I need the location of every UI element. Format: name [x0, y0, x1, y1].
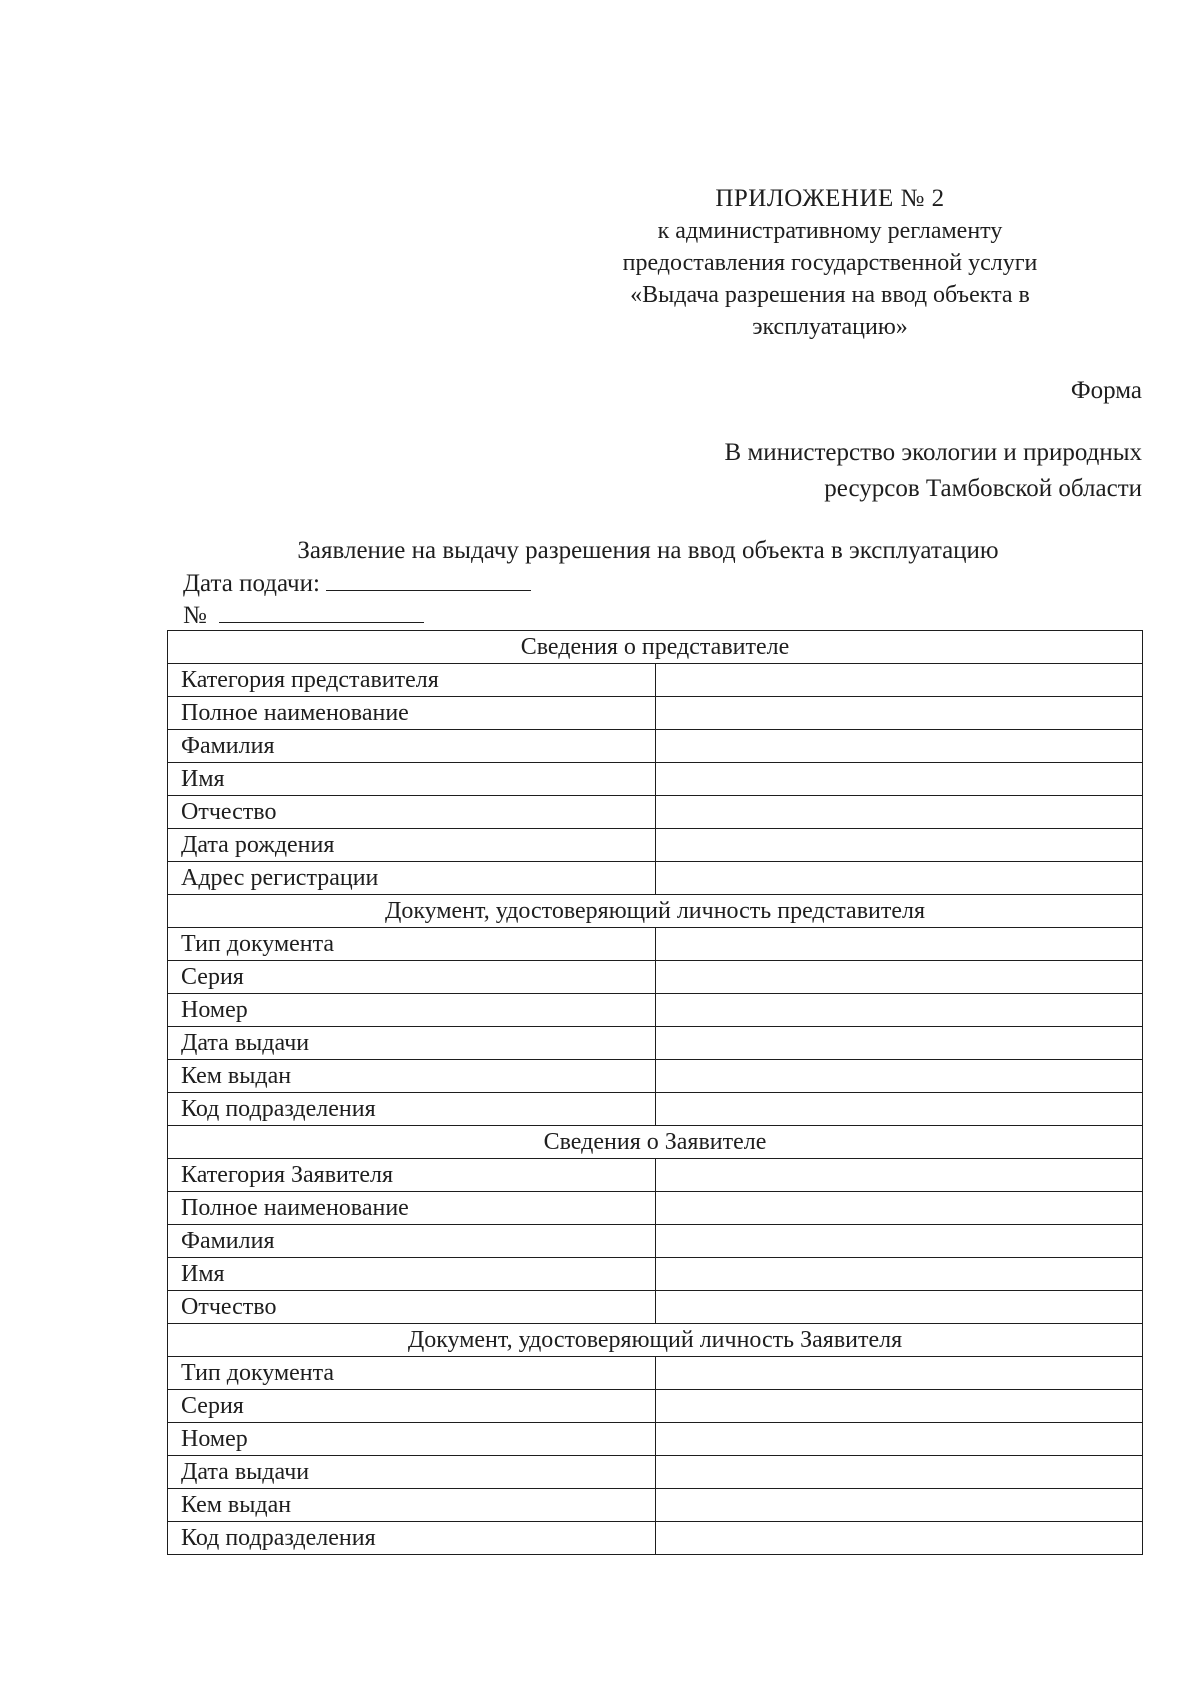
table-row: [168, 1456, 1143, 1489]
field-label: Дата рождения: [168, 829, 656, 862]
table-row: [168, 730, 1143, 763]
field-label: Код подразделения: [168, 1093, 656, 1126]
table-row: [168, 1225, 1143, 1258]
table-row: [168, 1522, 1143, 1555]
field-value-cell[interactable]: [656, 1522, 1143, 1555]
appendix-title: ПРИЛОЖЕНИЕ № 2: [715, 185, 945, 212]
application-title: Заявление на выдачу разрешения на ввод объекта в эксплуатацию: [297, 537, 999, 564]
table-row: [168, 1027, 1143, 1060]
table-row: [168, 1423, 1143, 1456]
field-label: Номер: [168, 1423, 656, 1456]
field-value-cell[interactable]: [656, 1423, 1143, 1456]
submission-date-label: Дата подачи:: [183, 570, 320, 597]
section-row: [168, 1126, 1143, 1159]
field-value-cell[interactable]: [656, 829, 1143, 862]
appendix-line-3: «Выдача разрешения на ввод объекта в: [630, 282, 1030, 308]
field-value-cell[interactable]: [656, 1291, 1143, 1324]
field-label: Серия: [168, 961, 656, 994]
field-label: Дата выдачи: [168, 1027, 656, 1060]
field-value-cell[interactable]: [656, 928, 1143, 961]
field-value-cell[interactable]: [656, 961, 1143, 994]
recipient-block: [725, 435, 1142, 507]
field-label: Имя: [168, 763, 656, 796]
field-label: Код подразделения: [168, 1522, 656, 1555]
table-row: [168, 1291, 1143, 1324]
field-value-cell[interactable]: [656, 1357, 1143, 1390]
table-row: [168, 994, 1143, 1027]
field-label: Дата выдачи: [168, 1456, 656, 1489]
table-row: [168, 961, 1143, 994]
table-row: [168, 664, 1143, 697]
table-row: [168, 1093, 1143, 1126]
field-value-cell[interactable]: [656, 730, 1143, 763]
table-row: [168, 697, 1143, 730]
recipient-line-1: В министерство экологии и природных: [724, 439, 1142, 466]
appendix-line-2: предоставления государственной услуги: [622, 250, 1038, 276]
field-label: Кем выдан: [168, 1489, 656, 1522]
section-row: [168, 895, 1143, 928]
application-number-field[interactable]: [219, 598, 424, 623]
appendix-line-1: к административному регламенту: [657, 218, 1003, 244]
table-row: [168, 796, 1143, 829]
field-label: Серия: [168, 1390, 656, 1423]
representative-section-header: Сведения о представителе: [168, 631, 1143, 664]
field-label: Отчество: [168, 796, 656, 829]
field-value-cell[interactable]: [656, 1027, 1143, 1060]
table-row: [168, 862, 1143, 895]
appendix-header: [560, 183, 1100, 343]
table-row: [168, 1159, 1143, 1192]
field-label: Имя: [168, 1258, 656, 1291]
table-row: [168, 1390, 1143, 1423]
field-label: Отчество: [168, 1291, 656, 1324]
submission-date-line: [183, 566, 531, 600]
section-row: [168, 631, 1143, 664]
table-row: [168, 928, 1143, 961]
field-label: Тип документа: [168, 928, 656, 961]
field-label: Категория Заявителя: [168, 1159, 656, 1192]
submission-date-field[interactable]: [326, 566, 531, 591]
field-value-cell[interactable]: [656, 1159, 1143, 1192]
field-value-cell[interactable]: [656, 796, 1143, 829]
appendix-line-4: эксплуатацию»: [752, 314, 908, 340]
field-value-cell[interactable]: [656, 994, 1143, 1027]
applicant-document-section-header: Документ, удостоверяющий личность Заявителя: [168, 1324, 1143, 1357]
application-number-label: №: [183, 602, 207, 629]
field-label: Кем выдан: [168, 1060, 656, 1093]
table-row: [168, 829, 1143, 862]
application-form-table: [167, 630, 1143, 1555]
table-row: [168, 1489, 1143, 1522]
applicant-section-header: Сведения о Заявителе: [168, 1126, 1143, 1159]
field-value-cell[interactable]: [656, 1093, 1143, 1126]
table-row: [168, 1060, 1143, 1093]
table-row: [168, 1357, 1143, 1390]
table-row: [168, 763, 1143, 796]
field-label: Адрес регистрации: [168, 862, 656, 895]
field-label: Полное наименование: [168, 1192, 656, 1225]
section-row: [168, 1324, 1143, 1357]
table-row: [168, 1192, 1143, 1225]
field-value-cell[interactable]: [656, 1060, 1143, 1093]
field-label: Фамилия: [168, 730, 656, 763]
field-value-cell[interactable]: [656, 1258, 1143, 1291]
field-value-cell[interactable]: [656, 1225, 1143, 1258]
field-value-cell[interactable]: [656, 1390, 1143, 1423]
recipient-line-2: ресурсов Тамбовской области: [824, 475, 1142, 502]
field-value-cell[interactable]: [656, 664, 1143, 697]
field-value-cell[interactable]: [656, 1489, 1143, 1522]
field-value-cell[interactable]: [656, 763, 1143, 796]
representative-document-section-header: Документ, удостоверяющий личность представителя: [168, 895, 1143, 928]
field-label: Номер: [168, 994, 656, 1027]
field-value-cell[interactable]: [656, 1456, 1143, 1489]
application-number-line: [183, 598, 424, 632]
field-label: Категория представителя: [168, 664, 656, 697]
field-value-cell[interactable]: [656, 862, 1143, 895]
field-value-cell[interactable]: [656, 1192, 1143, 1225]
field-value-cell[interactable]: [656, 697, 1143, 730]
field-label: Фамилия: [168, 1225, 656, 1258]
form-label: Форма: [1070, 377, 1142, 404]
table-row: [168, 1258, 1143, 1291]
field-label: Полное наименование: [168, 697, 656, 730]
field-label: Тип документа: [168, 1357, 656, 1390]
